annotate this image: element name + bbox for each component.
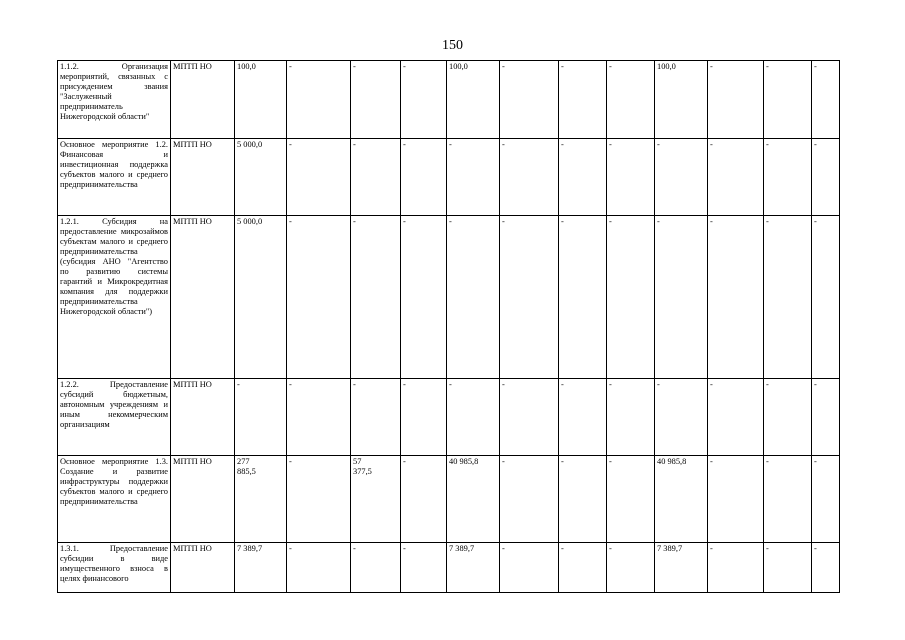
value-cell: - — [812, 379, 840, 456]
value-cell: - — [401, 216, 447, 379]
value-cell: - — [607, 543, 655, 593]
value-cell: - — [812, 543, 840, 593]
executor-cell: МПТП НО — [171, 61, 235, 139]
value-cell: - — [351, 543, 401, 593]
value-cell: - — [708, 139, 764, 216]
value-cell: - — [235, 379, 287, 456]
value-cell: - — [764, 61, 812, 139]
value-cell: - — [401, 456, 447, 543]
table-row — [58, 139, 840, 216]
value-cell: 277 885,5 — [235, 456, 287, 543]
value-cell: - — [812, 456, 840, 543]
value-cell: - — [559, 456, 607, 543]
value-cell: - — [655, 379, 708, 456]
value-cell: - — [559, 139, 607, 216]
value-cell: 5 000,0 — [235, 216, 287, 379]
value-cell: - — [708, 456, 764, 543]
value-cell: - — [447, 139, 500, 216]
value-cell: - — [447, 216, 500, 379]
value-cell: - — [812, 216, 840, 379]
activity-name-cell: 1.2.2. Предоставление субсидий бюджетным, автономным учреждениям и иным некоммерческим организациям — [58, 379, 171, 456]
value-cell: - — [764, 379, 812, 456]
value-cell: - — [708, 379, 764, 456]
value-cell: - — [287, 216, 351, 379]
value-cell: - — [401, 139, 447, 216]
value-cell: - — [764, 216, 812, 379]
value-cell: 100,0 — [235, 61, 287, 139]
value-cell: 40 985,8 — [447, 456, 500, 543]
executor-cell: МПТП НО — [171, 543, 235, 593]
value-cell: - — [812, 139, 840, 216]
value-cell: 100,0 — [447, 61, 500, 139]
value-cell: 40 985,8 — [655, 456, 708, 543]
value-cell: - — [351, 216, 401, 379]
value-cell: - — [764, 139, 812, 216]
table-row — [58, 456, 840, 543]
value-cell: - — [607, 61, 655, 139]
value-cell: - — [287, 456, 351, 543]
value-cell: - — [447, 379, 500, 456]
value-cell: - — [559, 379, 607, 456]
table-row — [58, 216, 840, 379]
value-cell: - — [559, 216, 607, 379]
value-cell: - — [559, 61, 607, 139]
table-row — [58, 61, 840, 139]
value-cell: - — [351, 61, 401, 139]
value-cell: - — [812, 61, 840, 139]
value-cell: - — [401, 543, 447, 593]
value-cell: - — [500, 139, 559, 216]
value-cell: 7 389,7 — [447, 543, 500, 593]
value-cell: - — [655, 139, 708, 216]
value-cell: 57 377,5 — [351, 456, 401, 543]
executor-cell: МПТП НО — [171, 456, 235, 543]
activity-name-cell: Основное мероприятие 1.2. Финансовая и инвестиционная поддержка субъектов малого и среднего предпринимательства — [58, 139, 171, 216]
value-cell: - — [607, 139, 655, 216]
value-cell: - — [607, 379, 655, 456]
value-cell: - — [500, 543, 559, 593]
value-cell: - — [607, 216, 655, 379]
table-row — [58, 543, 840, 593]
budget-table — [57, 60, 840, 593]
value-cell: - — [559, 543, 607, 593]
activity-name-cell: 1.2.1. Субсидия на предоставление микрозаймов субъектам малого и среднего предпринимательства (субсидия АНО "Агентство по развитию системы гарантий и Микрокредитная компания для поддержки предпринимательства Нижегородской области") — [58, 216, 171, 379]
value-cell: - — [351, 139, 401, 216]
value-cell: - — [500, 61, 559, 139]
activity-name-cell: 1.1.2. Организация мероприятий, связанных с присуждением звания "Заслуженный предприниматель Нижегородской области" — [58, 61, 171, 139]
value-cell: - — [500, 216, 559, 379]
value-cell: - — [500, 456, 559, 543]
value-cell: 7 389,7 — [235, 543, 287, 593]
value-cell: - — [287, 61, 351, 139]
value-cell: - — [401, 61, 447, 139]
value-cell: - — [287, 139, 351, 216]
value-cell: 7 389,7 — [655, 543, 708, 593]
executor-cell: МПТП НО — [171, 379, 235, 456]
executor-cell: МПТП НО — [171, 139, 235, 216]
page-number: 150 — [442, 38, 463, 53]
value-cell: - — [764, 456, 812, 543]
value-cell: 100,0 — [655, 61, 708, 139]
value-cell: - — [351, 379, 401, 456]
value-cell: - — [764, 543, 812, 593]
value-cell: - — [708, 543, 764, 593]
value-cell: - — [708, 61, 764, 139]
activity-name-cell: Основное мероприятие 1.3. Создание и развитие инфраструктуры поддержки субъектов малого и среднего предпринимательства — [58, 456, 171, 543]
value-cell: - — [287, 379, 351, 456]
value-cell: - — [607, 456, 655, 543]
value-cell: - — [655, 216, 708, 379]
value-cell: - — [708, 216, 764, 379]
value-cell: - — [500, 379, 559, 456]
activity-name-cell: 1.3.1. Предоставление субсидии в виде имущественного взноса в целях финансового — [58, 543, 171, 593]
table-row — [58, 379, 840, 456]
value-cell: 5 000,0 — [235, 139, 287, 216]
value-cell: - — [287, 543, 351, 593]
executor-cell: МПТП НО — [171, 216, 235, 379]
value-cell: - — [401, 379, 447, 456]
